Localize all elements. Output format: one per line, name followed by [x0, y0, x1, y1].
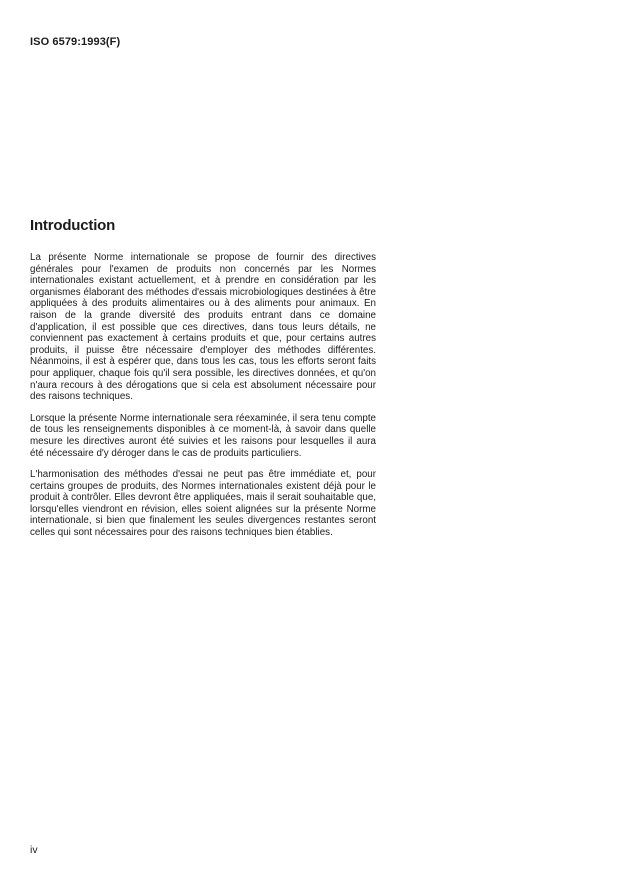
- introduction-body: [30, 252, 376, 549]
- paragraph-scope: La présente Norme internationale se propose de fournir des directives générales pour l'examen de produits non concernés par les Normes internationales existant actuellement, et à prendre en considération par les organismes élaborant des méthodes d'essais microbiologiques destinées à être appliquées à des produits alimentaires ou à des aliments pour animaux. En raison de la grande diversité des produits entrant dans ce domaine d'application, il est possible que ces directives, dans tous leurs détails, ne conviennent pas exactement à certains produits et que, pour certains autres produits, il puisse être nécessaire d'employer des méthodes différentes. Néanmoins, il est à espérer que, dans tous les cas, tous les efforts seront faits pour appliquer, chaque fois qu'il sera possible, les directives données, et qu'on n'aura recours à des dérogations que si cela est absolument nécessaire pour des raisons techniques.: [30, 252, 376, 403]
- section-title: Introduction: [30, 217, 116, 234]
- page-number: iv: [30, 844, 38, 856]
- paragraph-review: Lorsque la présente Norme internationale sera réexaminée, il sera tenu compte de tous les renseignements disponibles à ce moment-là, à savoir dans quelle mesure les directives auront été suivies et les raisons pour lesquelles il aura été nécessaire d'y déroger dans le cas de produits particuliers.: [30, 412, 376, 459]
- paragraph-harmonisation: L'harmonisation des méthodes d'essai ne peut pas être immédiate et, pour certains groupes de produits, des Normes internationales existent déjà pour le produit à contrôler. Elles devront être appliquées, mais il serait souhaitable que, lorsqu'elles viendront en révision, elles soient alignées sur la présente Norme internationale, si bien que finalement les seules divergences restantes seront celles qui sont nécessaires pour des raisons techniques bien établies.: [30, 469, 376, 539]
- document-code: ISO 6579:1993(F): [30, 36, 121, 48]
